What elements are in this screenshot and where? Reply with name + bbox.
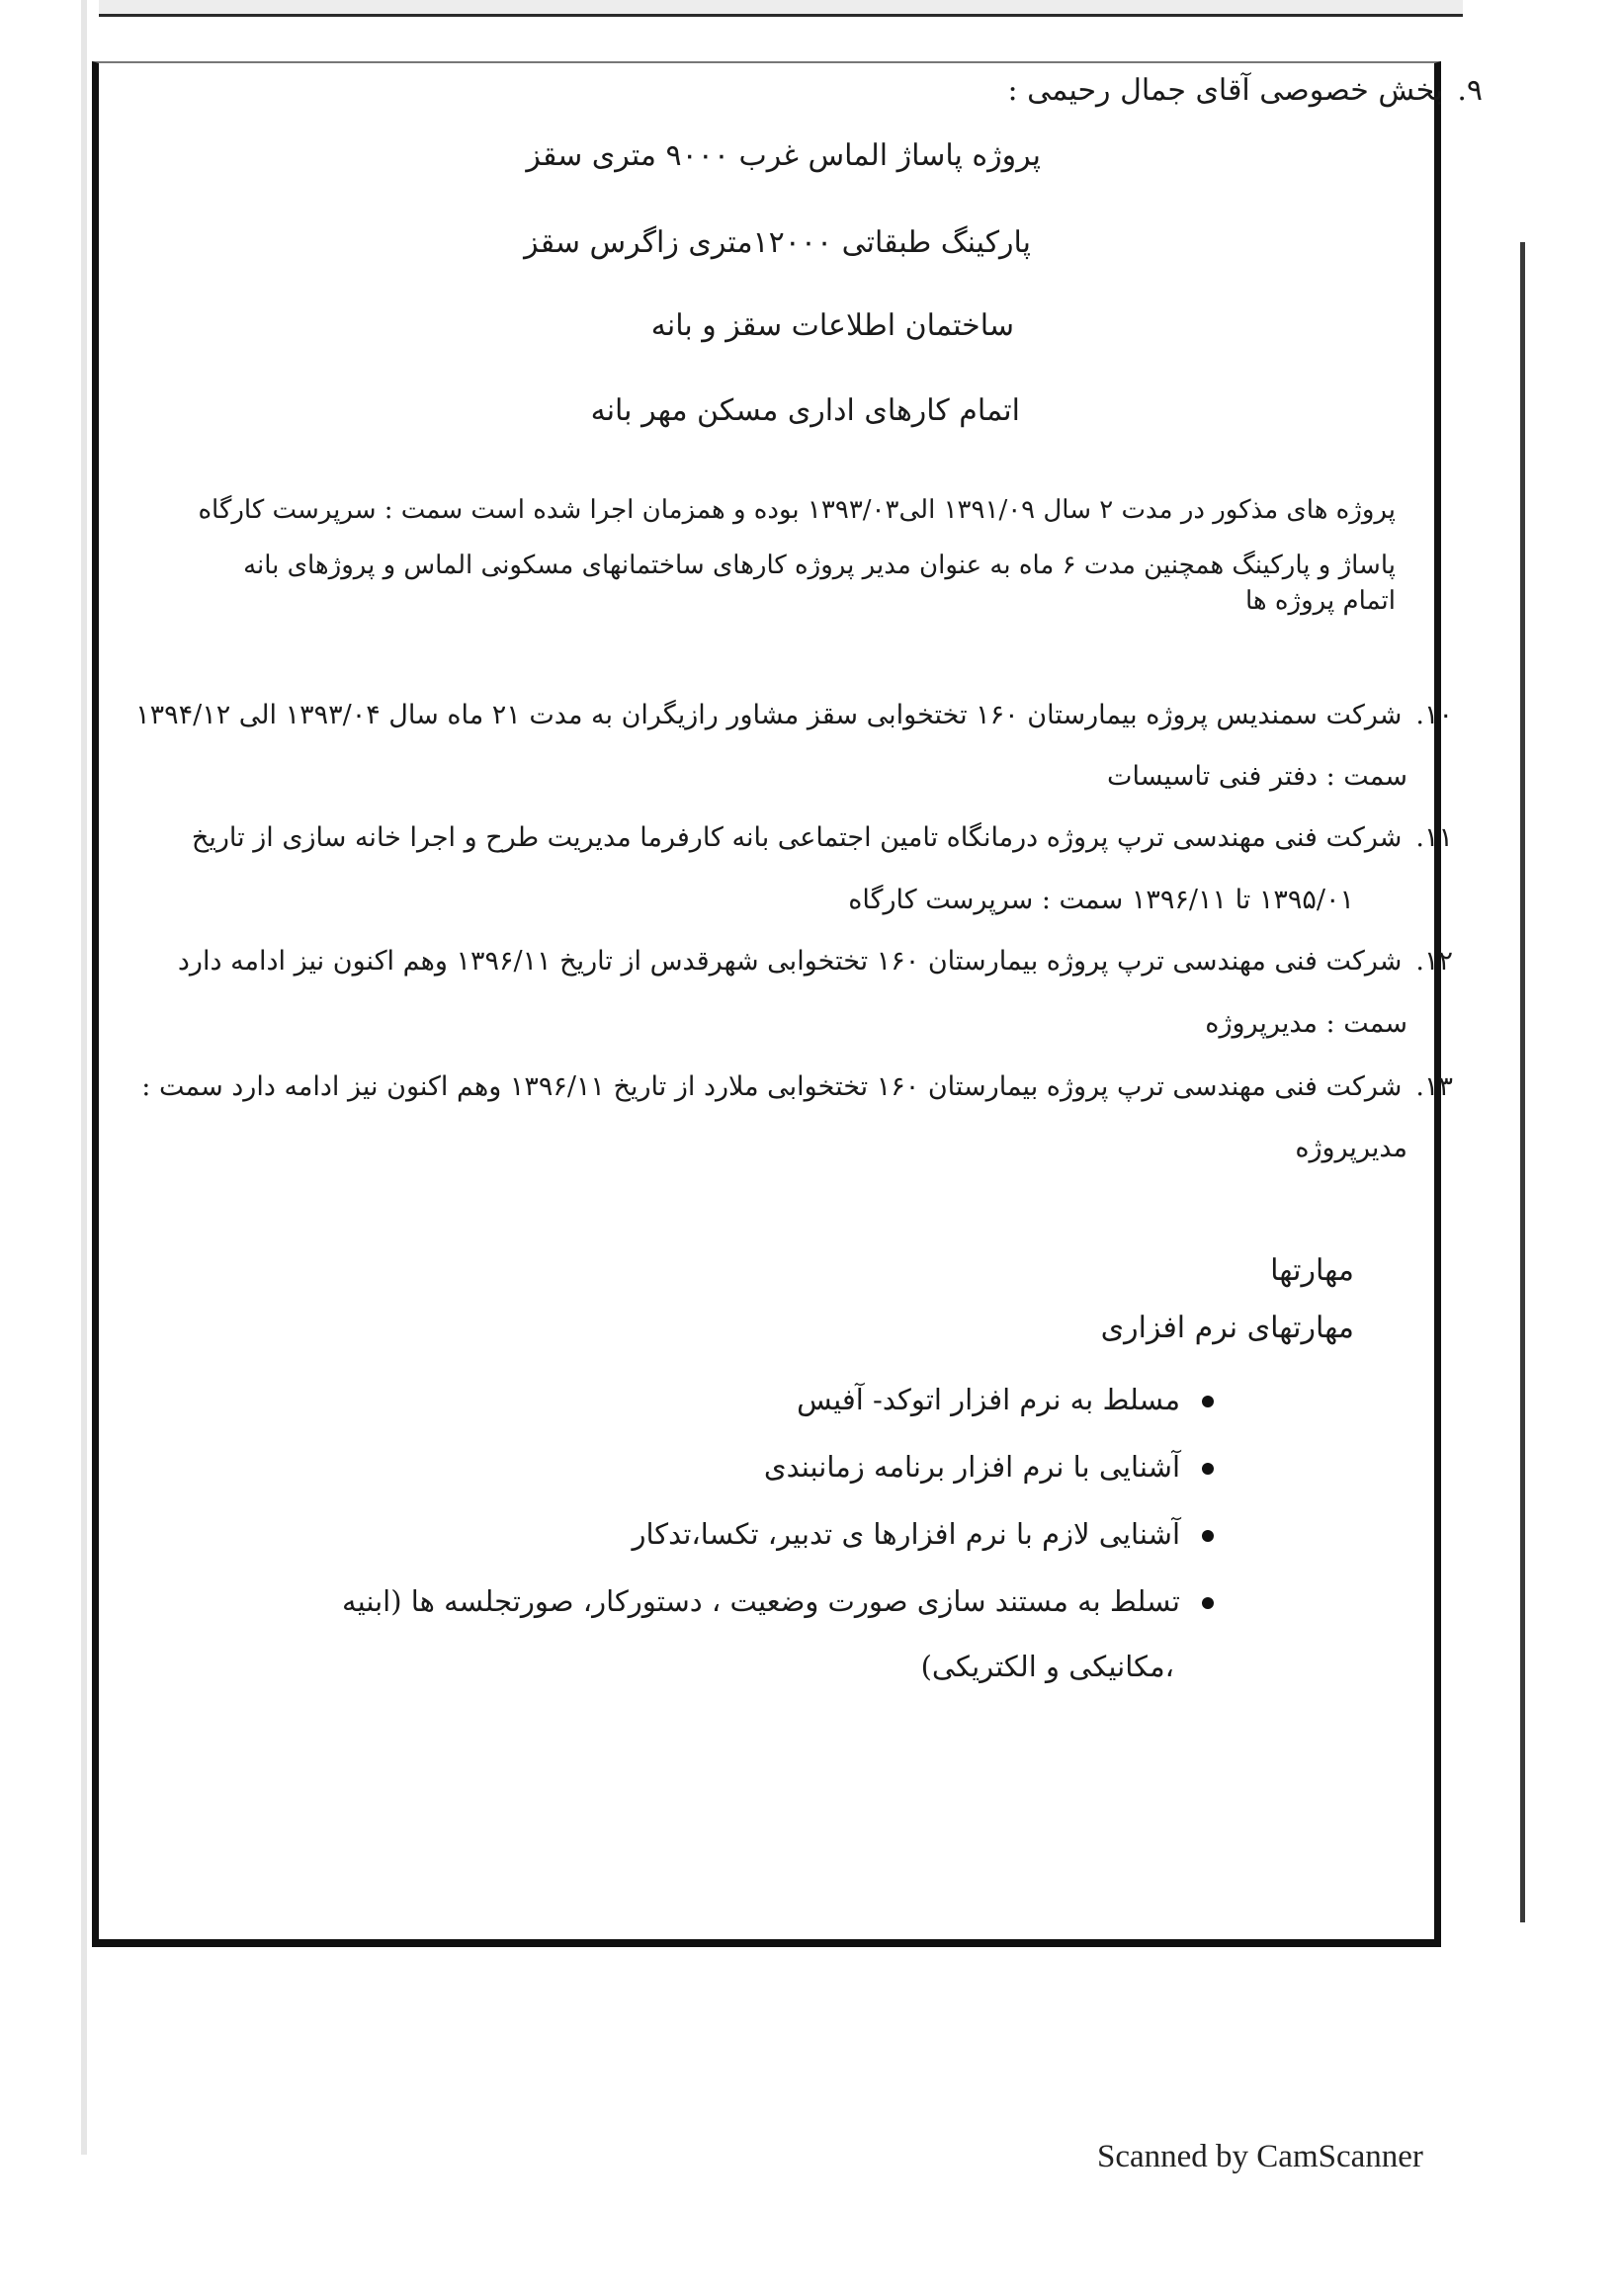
scan-right-edge bbox=[1520, 242, 1525, 1922]
skill-bullet: آشنایی با نرم افزار برنامه زمانبندی bbox=[764, 1447, 1214, 1487]
bullet-dot-icon bbox=[1202, 1463, 1214, 1475]
skill-bullet: مسلط به نرم افزار اتوکد- آفیس bbox=[797, 1380, 1214, 1419]
item9-project-2: پارکینگ طبقاتی ۱۲۰۰۰متری زاگرس سقز bbox=[524, 225, 1031, 260]
item9-project-4: اتمام کارهای اداری مسکن مهر بانه bbox=[590, 393, 1020, 428]
item13-line-2: مدیرپروژه bbox=[1295, 1133, 1407, 1163]
item9-heading: ۹.بخش خصوصی آقای جمال رحیمی : bbox=[1007, 73, 1483, 108]
item10-line-1: ۱۰.شرکت سمندیس پروژه بیمارستان ۱۶۰ تختخوابی سقز مشاور رازیگران به مدت ۲۱ ماه سال ۱۳۹۳/۰۴ الی ۱۳۹۴/۱۲ bbox=[135, 700, 1453, 730]
skills-title: مهارتها bbox=[1270, 1253, 1354, 1288]
item11-line-2: ۱۳۹۵/۰۱ تا ۱۳۹۶/۱۱ سمت : سرپرست کارگاه bbox=[848, 885, 1354, 915]
bullet-dot-icon bbox=[1202, 1597, 1214, 1609]
item9-paragraph bbox=[198, 480, 1396, 631]
item9-paragraph-line: اتمام پروژه ها bbox=[1245, 586, 1396, 616]
item12-line-1: ۱۲.شرکت فنی مهندسی ترپ پروژه بیمارستان ۱۶۰ تختخوابی شهرقدس از تاریخ ۱۳۹۶/۱۱ وهم اکنون نیز ادامه دارد bbox=[177, 946, 1453, 977]
item13-line-1: ۱۳.شرکت فنی مهندسی ترپ پروژه بیمارستان ۱۶۰ تختخوابی ملارد از تاریخ ۱۳۹۶/۱۱ وهم اکنون نیز ادامه دارد سمت : bbox=[141, 1071, 1453, 1102]
item10-line-2: سمت : دفتر فنی تاسیسات bbox=[1107, 761, 1407, 792]
scanner-watermark: Scanned by CamScanner bbox=[1097, 2139, 1423, 2174]
skill-bullet: آشنایی لازم با نرم افزارها ی تدبیر، تکسا،تدکار bbox=[632, 1514, 1214, 1554]
scan-top-edge bbox=[99, 0, 1463, 17]
skill-bullet: تسلط به مستند سازی صورت وضعیت ، دستورکار، صورتجلسه ها (ابنیه bbox=[342, 1581, 1214, 1621]
item9-paragraph-line: پروژه های مذکور در مدت ۲ سال ۱۳۹۱/۰۹ الی۱۳۹۳/۰۳ بوده و همزمان اجرا شده است سمت : سرپرست کارگاه bbox=[198, 495, 1396, 525]
item11-line-1: ۱۱.شرکت فنی مهندسی ترپ پروژه درمانگاه تامین اجتماعی بانه کارفرما مدیریت طرح و اجرا خانه سازی از تاریخ bbox=[191, 822, 1453, 853]
skill-bullet-continuation: ،مکانیکی و الکتریکی) bbox=[920, 1650, 1174, 1683]
item12-line-2: سمت : مدیرپروژه bbox=[1205, 1008, 1407, 1039]
skills-subtitle: مهارتهای نرم افزاری bbox=[1100, 1311, 1354, 1345]
item9-project-1: پروژه پاساژ الماس غرب ۹۰۰۰ متری سقز bbox=[526, 138, 1041, 173]
page-border-frame bbox=[92, 61, 1441, 1947]
bullet-dot-icon bbox=[1202, 1396, 1214, 1407]
item9-project-3: ساختمان اطلاعات سقز و بانه bbox=[650, 308, 1014, 343]
scan-left-edge bbox=[81, 0, 87, 2155]
item9-paragraph-line: پاساژ و پارکینگ همچنین مدت ۶ ماه به عنوان مدیر پروژه کارهای ساختمانهای مسکونی الماس و پروژهای بانه bbox=[243, 551, 1396, 580]
bullet-dot-icon bbox=[1202, 1530, 1214, 1542]
